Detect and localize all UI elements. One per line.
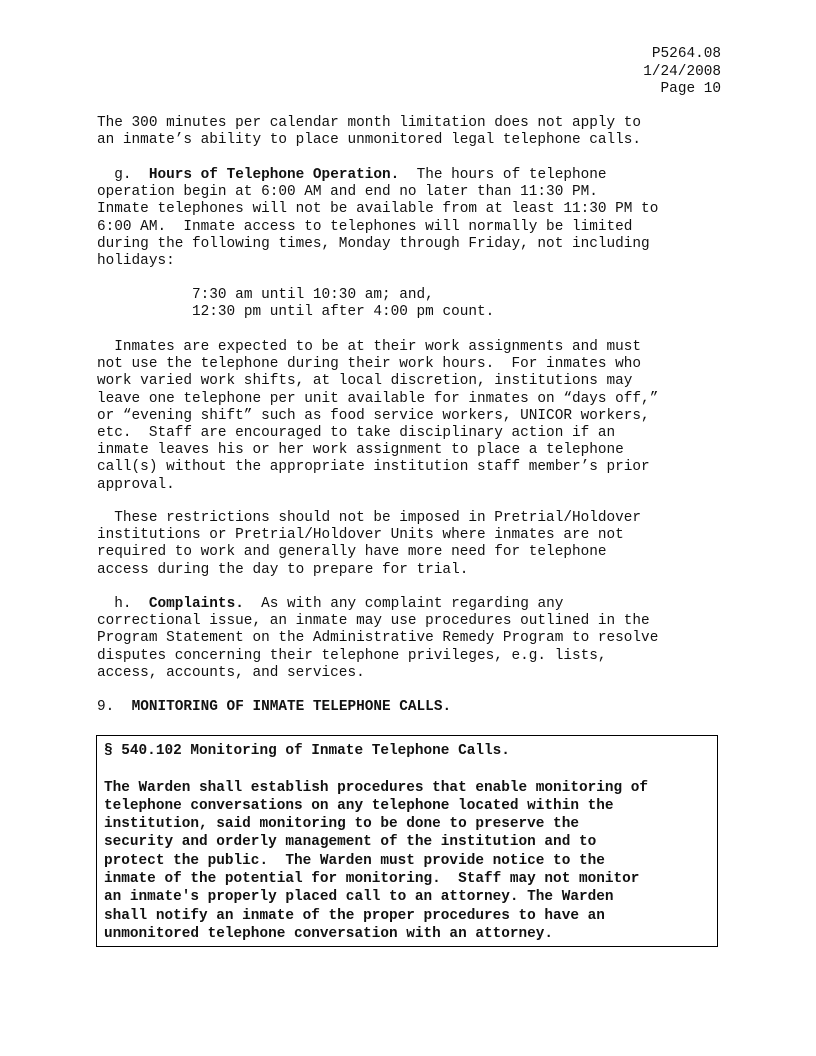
regulation-box <box>96 735 718 947</box>
section-h-first-line <box>97 596 563 613</box>
paragraph-work-assignments: Inmates are expected to be at their work assignments and must not use the telephone during their work hours. For inmates who work varied work shifts, at local discretion, institutions may leave one telephone per unit available for inmates on “days off,” or “evening shift” such as food service workers, UNICOR workers, etc. Staff are encouraged to take disciplinary action if an inmate leaves his or her work assignment to place a telephone call(s) without the appropriate institution staff member’s prior approval. <box>97 339 659 493</box>
restricted-time-1: 7:30 am until 10:30 am; and, <box>192 287 434 303</box>
section-9-heading <box>97 699 451 716</box>
page-header <box>97 46 721 99</box>
paragraph-minute-limit: The 300 minutes per calendar month limitation does not apply to an inmate’s ability to place unmonitored legal telephone calls. <box>97 115 642 149</box>
paragraph-pretrial: These restrictions should not be imposed in Pretrial/Holdover institutions or Pretrial/Holdover Units where inmates are not required to work and generally have more need for telephone access during the day to prepare for trial. <box>97 510 642 578</box>
page-number: Page 10 <box>660 81 721 97</box>
section-g-marker: g. <box>114 167 132 183</box>
section-h-body: correctional issue, an inmate may use procedures outlined in the Program Statement on the Administrative Remedy Program to resolve disputes concerning their telephone privileges, e.g. lists, access, accounts, and services. <box>97 613 659 681</box>
section-9-title: MONITORING OF INMATE TELEPHONE CALLS. <box>131 699 452 715</box>
section-g-body: operation begin at 6:00 AM and end no later than 11:30 PM. Inmate telephones will not be available from at least 11:30 PM to 6:00 AM. Inmate access to telephones will normally be limited during the following times, Monday through Friday, not including holidays: <box>97 184 659 269</box>
regulation-text: The Warden shall establish procedures that enable monitoring of telephone conversations on any telephone located within the institution, said monitoring to be done to preserve the security and orderly management of the institution and to protect the public. The Warden must provide notice to the inmate of the potential for monitoring. Staff may not monitor an inmate's properly placed call to an attorney. The Warden shall notify an inmate of the proper procedures to have an unmonitored telephone conversation with an attorney. <box>104 779 649 942</box>
restricted-time-2: 12:30 pm until after 4:00 pm count. <box>192 304 495 321</box>
restricted-times-list <box>192 287 494 321</box>
section-g-title: Hours of Telephone Operation. <box>148 167 400 183</box>
regulation-heading: § 540.102 Monitoring of Inmate Telephone Calls. <box>104 743 510 759</box>
section-h-first-line-text: As with any complaint regarding any <box>261 596 564 612</box>
section-h-title: Complaints. <box>148 596 244 612</box>
section-g-first-line-text: The hours of telephone <box>416 167 607 183</box>
section-9-number: 9. <box>97 699 115 715</box>
section-g-first-line <box>97 167 607 184</box>
document-number: P5264.08 <box>651 46 721 62</box>
document-date: 1/24/2008 <box>643 63 721 80</box>
section-h-marker: h. <box>114 596 132 612</box>
